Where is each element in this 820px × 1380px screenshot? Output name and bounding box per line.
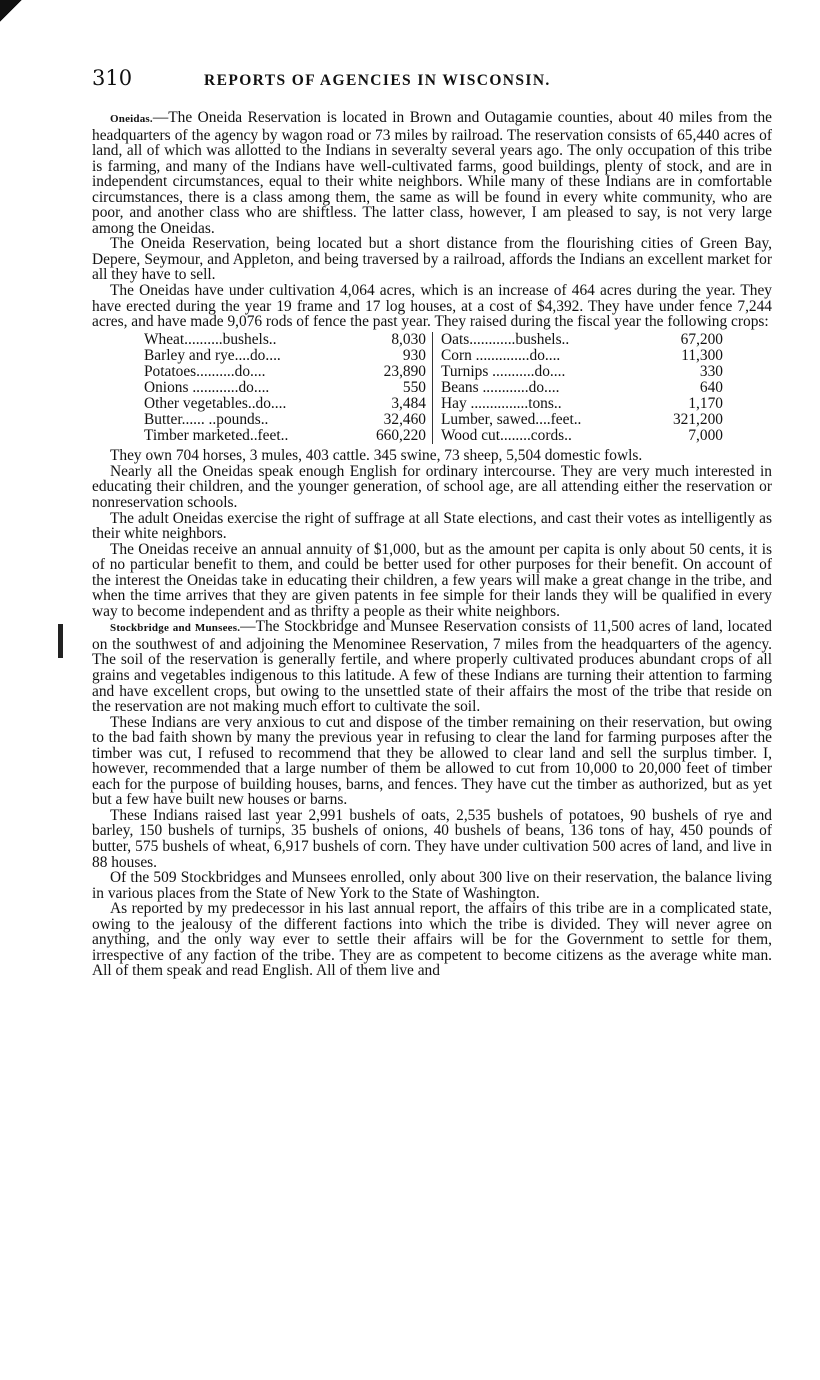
page-number: 310	[92, 66, 133, 90]
stockbridge-paragraph-5: As reported by my predecessor in his last annual report, the affairs of this tribe are in a complicated state, owing to the jealousy of the different factions into which the tribe is divided. They will never agree on anything, and the only way ever to settle their affairs will be for the Government to settle for them, irrespective of any faction of the tribe. They are as competent to become citizens as the average white man. All of them speak and read English. All of them live and	[92, 900, 772, 980]
body-text	[92, 110, 772, 979]
crop-item: Lumber, sawed....feet..	[441, 411, 582, 429]
stockbridge-paragraph-2: These Indians are very anxious to cut and dispose of the timber remaining on their reservation, but owing to the bad faith shown by many the previous year in refusing to clear the land for farming purposes after the timber was cut, I refused to recommend that they be allowed to clear land and sell the surplus timber. I, however, recommended that a large number of them be allowed to cut from 10,000 to 20,000 feet of timber each for the purpose of building houses, barns, and fences. They have cut the timber as authorized, but as yet but a few have built new houses or barns.	[92, 713, 772, 809]
crop-row	[144, 396, 432, 412]
stockbridge-run-in-heading: Stockbridge and Munsees.	[110, 622, 241, 635]
page-header	[92, 66, 772, 98]
crop-column-left	[144, 332, 433, 445]
oneidas-paragraph-1	[92, 110, 772, 236]
crop-amount: 321,200	[672, 411, 723, 429]
oneidas-paragraph-5: Nearly all the Oneidas speak enough English for ordinary intercourse. They are very much interested in educating their children, and the younger generation, of school age, are all attending either the reservation or nonreservation schools.	[92, 462, 772, 511]
crop-item: Turnips ...........do....	[441, 362, 566, 380]
crop-item: Corn ..............do....	[441, 346, 561, 364]
crop-column-right	[441, 332, 729, 445]
crop-row	[144, 332, 432, 348]
crop-row	[144, 364, 432, 380]
crop-amount: 32,460	[383, 411, 426, 429]
crop-row	[441, 428, 729, 444]
oneidas-paragraph-6: The adult Oneidas exercise the right of suffrage at all State elections, and cast their votes as intelligently as their white neighbors.	[92, 509, 772, 543]
oneidas-paragraph-1-text: —The Oneida Reservation is located in Brown and Outagamie counties, about 40 miles from the headquarters of the agency by wagon road or 73 miles by railroad. The reservation consists of 65,440 acres of land, all of which was allotted to the Indians in severalty several years ago. The only occupation of this tribe is farming, and many of the Indians have well-cultivated farms, good buildings, plenty of stock, and are in independent circumstances, equal to their white neighbors. While many of these Indians are in comfortable circumstances, there is a class among them, the same as will be found in every white community, who are poor, and another class who are shiftless. The latter class, however, I am pleased to say, is not very large among the Oneidas.	[92, 109, 772, 237]
crop-amount: 8,030	[391, 330, 426, 348]
crop-item: Wheat..........bushels..	[144, 330, 277, 348]
crop-row	[441, 412, 729, 428]
crop-amount: 3,484	[391, 395, 426, 413]
oneidas-paragraph-4: They own 704 horses, 3 mules, 403 cattle. 345 swine, 73 sheep, 5,504 domestic fowls.	[110, 447, 643, 465]
crop-amount: 330	[699, 362, 723, 380]
crop-amount: 11,300	[681, 346, 723, 364]
oneidas-paragraph-3: The Oneidas have under cultivation 4,064 acres, which is an increase of 464 acres during the year. They have erected during the year 19 frame and 17 log houses, at a cost of $4,392. They have under fence 7,244 acres, and have made 9,076 rods of fence the past year. They raised during the fiscal year the following crops:	[92, 282, 772, 331]
crop-item: Beans ............do....	[441, 378, 560, 396]
stockbridge-paragraph-4: Of the 509 Stockbridges and Munsees enrolled, only about 300 live on their reservation, the balance living in various places from the State of New York to the State of Washington.	[92, 869, 772, 902]
crop-amount: 660,220	[375, 427, 426, 445]
crop-table	[144, 332, 772, 445]
crop-amount: 23,890	[383, 362, 426, 380]
crop-amount: 7,000	[688, 427, 723, 445]
crop-row	[441, 348, 729, 364]
crop-amount: 67,200	[680, 330, 723, 348]
crop-row	[144, 412, 432, 428]
crop-amount: 1,170	[688, 395, 723, 413]
crop-row	[441, 332, 729, 348]
oneidas-paragraph-7: The Oneidas receive an annual annuity of $1,000, but as the amount per capita is only about 50 cents, it is of no particular benefit to them, and could be better used for other purposes for their benefit. On account of the interest the Oneidas take in educating their children, a few years will make a great change in the tribe, and when the time arrives that they are given patents in fee simple for their lands they will be qualified in every way to become independent and as thrifty a people as their white neighbors.	[92, 540, 772, 620]
crop-row	[441, 380, 729, 396]
page-corner-mark	[0, 0, 22, 22]
crop-item: Wood cut........cords..	[441, 427, 572, 445]
crop-row	[441, 396, 729, 412]
stockbridge-paragraph-1	[92, 619, 772, 714]
crop-amount: 640	[699, 378, 723, 396]
crop-item: Butter...... ..pounds..	[144, 411, 269, 429]
crop-item: Onions ............do....	[144, 378, 270, 396]
crop-item: Potatoes..........do....	[144, 362, 266, 380]
stockbridge-paragraph-1-text: —The Stockbridge and Munsee Reservation consists of 11,500 acres of land, located on the southwest of and adjoining the Menominee Reservation, 7 miles from the headquarters of the agency. The soil of the reservation is generally fertile, and where properly cultivated produces abundant crops of all grains and vegetables indigenous to this latitude. A few of these Indians are turning their attention to farming and have excellent crops, but owing to the unsettled state of their affairs the most of the tribe that reside on the reservation are not making much effort to cultivate the soil.	[92, 618, 772, 716]
oneidas-run-in-heading: Oneidas.	[110, 113, 153, 125]
oneidas-paragraph-2: The Oneida Reservation, being located but a short distance from the flourishing cities of Green Bay, Depere, Seymour, and Appleton, and being traversed by a railroad, affords the Indians an excellent market for all they have to sell.	[92, 235, 772, 284]
crop-item: Hay ...............tons..	[441, 395, 562, 413]
crop-row	[144, 348, 432, 364]
stockbridge-paragraph-3: These Indians raised last year 2,991 bushels of oats, 2,535 bushels of potatoes, 90 bushels of rye and barley, 150 bushels of turnips, 35 bushels of onions, 40 bushels of beans, 136 tons of hay, 450 pounds of butter, 575 bushels of wheat, 6,917 bushels of corn. They have under cultivation 500 acres of land, and live in 88 houses.	[92, 806, 772, 871]
running-head: REPORTS OF AGENCIES IN WISCONSIN.	[204, 72, 551, 89]
crop-item: Timber marketed..feet..	[144, 427, 289, 445]
document-page	[92, 66, 772, 979]
crop-item: Oats............bushels..	[441, 330, 570, 348]
crop-amount: 930	[402, 346, 426, 364]
crop-item: Other vegetables..do....	[144, 395, 287, 413]
margin-mark	[58, 624, 63, 658]
crop-row	[441, 364, 729, 380]
crop-item: Barley and rye....do....	[144, 346, 281, 364]
crop-amount: 550	[402, 378, 426, 396]
crop-row	[144, 428, 432, 444]
crop-row	[144, 380, 432, 396]
